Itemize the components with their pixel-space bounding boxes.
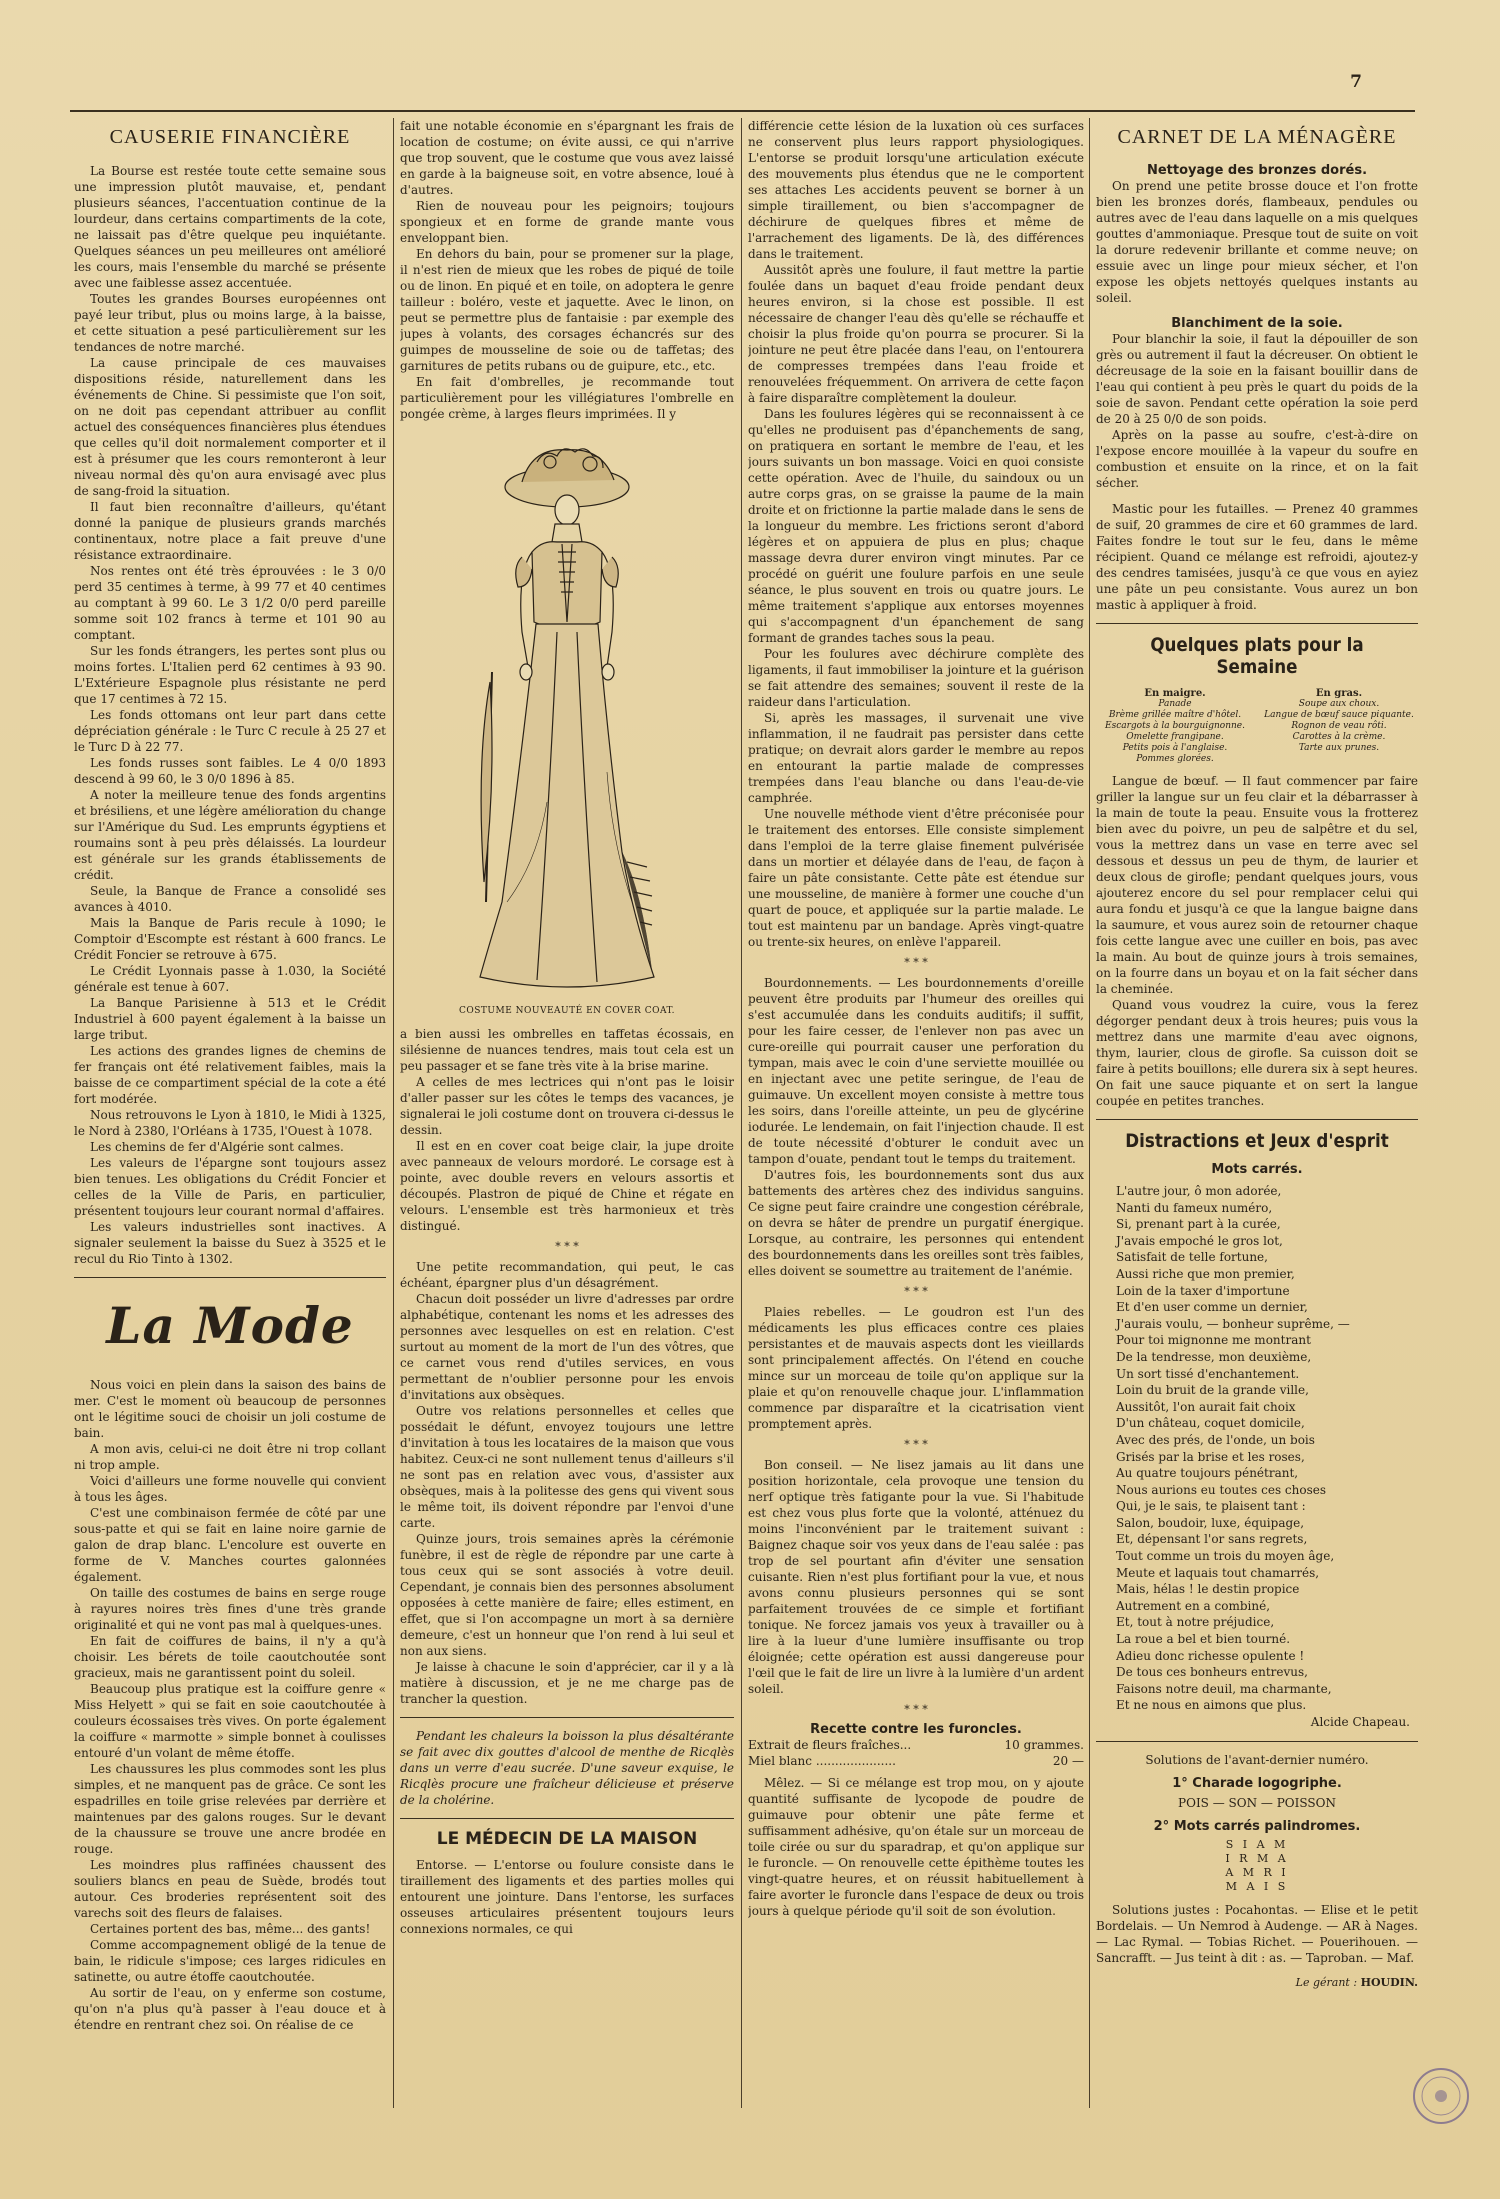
plats-title: Quelques plats pour la Semaine	[1150, 634, 1364, 678]
paragraph: Toutes les grandes Bourses européennes ont payé leur tribut, plus ou moins large, à la baisse, et cette situation a pesé particulièrement sur les tendances de notre marché.	[74, 292, 386, 354]
poem-line: La roue a bel et bien tourné.	[1116, 1632, 1291, 1647]
poem-line: Meute et laquais tout chamarrés,	[1116, 1565, 1320, 1580]
paragraph: Nous retrouvons le Lyon à 1810, le Midi à 1325, le Nord à 2380, l'Orléans à 1735, l'Ouest à 1078.	[74, 1108, 386, 1138]
ricqles-ad	[400, 1728, 734, 1808]
paragraph: Rien de nouveau pour les peignoirs; toujours spongieux et en forme de grande mante vous enveloppant bien.	[400, 199, 734, 245]
paragraph: Une petite recommandation, qui peut, le cas échéant, épargner plus d'un désagrément.	[400, 1260, 734, 1290]
paragraph: Nos rentes ont été très éprouvées : le 3 0/0 perd 35 centimes à terme, à 99 77 et 40 centimes au comptant à 99 60. Le 3 1/2 0/0 perd pareille somme soit 102 francs à terme et 101 90 au comptant.	[74, 564, 386, 642]
paragraph: Mêlez. — Si ce mélange est trop mou, on y ajoute quantité suffisante de lycopode de poudre de guimauve pour obtenir une pâte ferme et suffisamment adhésive, qu'on étale sur un morceau de toile cirée ou sur du sparadrap, et qu'on applique sur le furoncle. — On renouvelle cette épithème toutes les vingt-quatre heures, et on réussit habituellement à faire avorter le furoncle dans l'espace de deux ou trois jours à quelque période qu'il soit de son évolution.	[748, 1776, 1084, 1918]
mots-title: Mots carrés.	[1211, 1162, 1303, 1177]
separator-stars: * * *	[904, 1703, 928, 1716]
paragraph: Pendant les chaleurs la boisson la plus désaltérante se fait avec dix gouttes d'alcool de menthe de Ricqlès dans un verre d'eau sucrée. D'une saveur exquise, le Ricqlès procure une fraîcheur délicieuse et préserve de la cholérine.	[400, 1729, 734, 1807]
poem	[1096, 1183, 1418, 1731]
paragraph: La cause principale de ces mauvaises dispositions réside, naturellement dans les événements de Chine. Si pessimiste que l'on soit, on ne doit pas cependant attribuer au conflit actuel des conséquences financières plus étendues que celles qu'il doit normalement comporter et il est à présumer que les cours remonteront à leur niveau normal dès qu'on aura envisagé avec plus de sang-froid la situation.	[74, 356, 386, 498]
poem-line: Et, dépensant l'or sans regrets,	[1116, 1532, 1308, 1547]
paragraph: Mais la Banque de Paris recule à 1090; le Comptoir d'Escompte est réstant à 600 francs. Le Crédit Foncier se retrouve à 675.	[74, 916, 386, 962]
palindrome-row: A M R I	[1225, 1865, 1289, 1879]
carnet-title: CARNET DE LA MÉNAGÈRE	[1117, 126, 1397, 148]
recipe-item: Miel blanc .....................	[748, 1754, 896, 1768]
paragraph: Chacun doit posséder un livre d'adresses par ordre alphabétique, contenant les noms et les adresses des personnes avec lesquelles on est en relation. C'est surtout au moment de la mort de l'un des vôtres, que ce carnet vous rend d'utiles services, en vous permettant de n'oublier personne pour les envois d'invitations aux obsèques.	[400, 1292, 734, 1402]
poem-line: Adieu donc richesse opulente !	[1116, 1648, 1305, 1663]
paragraph: Après on la passe au soufre, c'est-à-dire on l'expose encore mouillée à la vapeur du soufre en combustion et ensuite on la rince, et on la fait sécher.	[1096, 428, 1418, 490]
paragraph: Au sortir de l'eau, on y enferme son costume, qu'on n'a plus qu'à passer à l'eau douce et à étendre en rentrant chez soi. On réalise de ce	[74, 1986, 386, 2032]
poem-line: Aussi riche que mon premier,	[1116, 1266, 1295, 1281]
poem-line: J'aurais voulu, — bonheur suprême, —	[1116, 1316, 1350, 1331]
la-mode-body	[74, 1377, 386, 2033]
column-2	[400, 118, 734, 2108]
paragraph: En fait d'ombrelles, je recommande tout particulièrement pour les villégiatures l'ombrelle en pongée crème, à larges fleurs imprimées. Il y	[400, 375, 734, 421]
separator-stars: * * *	[555, 1240, 579, 1253]
poem-line: De la tendresse, mon deuxième,	[1116, 1349, 1312, 1364]
bronzes-title: Nettoyage des bronzes dorés.	[1146, 163, 1368, 178]
illustration-caption: COSTUME NOUVEAUTÉ EN COVER COAT.	[458, 1006, 676, 1016]
poem-line: Loin de la taxer d'importune	[1116, 1283, 1290, 1298]
paragraph: Les fonds russes sont faibles. Le 4 0/0 1893 descend à 99 60, le 3 0/0 1896 à 85.	[74, 756, 386, 786]
paragraph: A noter la meilleure tenue des fonds argentins et brésiliens, et une légère amélioration du change sur l'Amérique du Sud. Les emprunts égyptiens et roumains sont à peu près délaissés. La lourdeur est générale sur les grands établissements de crédit.	[74, 788, 386, 882]
paragraph: a bien aussi les ombrelles en taffetas écossais, en silésienne de nuances tendres, mais tout cela est un peu passager et se fane très vite à la brise marine.	[400, 1027, 734, 1073]
recipe-qty: 10 grammes.	[1004, 1738, 1084, 1752]
section-rule	[400, 1818, 734, 1819]
palindrome-row: S I A M	[1225, 1837, 1289, 1851]
separator-stars: * * *	[904, 1438, 928, 1451]
palindromes-title: 2° Mots carrés palindromes.	[1153, 1818, 1361, 1834]
paragraph: Quand vous voudrez la cuire, vous la ferez dégorger pendant deux à trois heures; puis vous la mettrez dans une marmite d'eau avec oignons, thym, laurier, clous de girofle. Sa cuisson doit se faire à petits bouillons; elle durera six à sept heures. On fait une sauce piquante et on sert la langue coupée en petites tranches.	[1096, 998, 1418, 1108]
paragraph: Bon conseil. — Ne lisez jamais au lit dans une position horizontale, cela provoque une tension du nerf optique très fatigante pour la vue. Si l'habitude est chez vous plus forte que la volonté, atténuez du moins l'inconvénient par le traitement suivant : Baignez chaque soir vos yeux dans de l'eau salée : pas trop de sel pourtant afin d'éviter une sensation cuisante. Rien n'est plus fortifiant pour la vue, et nous avons connu plusieurs personnes qui se sont parfaitement trouvées de ce simple et fortifiant tonique. Ne forcez jamais vos yeux à travailler ou à lire à la lueur d'une lumière insuffisante ou trop éloignée; cette opération est aussi dangereuse pour l'œil que le fait de lire un livre à la lumière d'un ardent soleil.	[748, 1458, 1084, 1696]
top-rule	[70, 110, 1415, 112]
paragraph: Seule, la Banque de France a consolidé ses avances à 4010.	[74, 884, 386, 914]
menu-item: Rognon de veau rôti.	[1291, 721, 1387, 731]
paragraph: Les moindres plus raffinées chaussent des souliers blancs en peau de Suède, brodés tout autour. Ces broderies représentent soit des varechs soit des fleurs de falaises.	[74, 1858, 386, 1920]
mode-continued	[400, 118, 734, 422]
paragraph: Aussitôt après une foulure, il faut mettre la partie foulée dans un baquet d'eau froide pendant deux heures environ, si la chose est possible. Il est nécessaire de changer l'eau dès qu'elle se réchauffe et choisir la plus froide qu'on pourra se procurer. Si la jointure ne peut être placée dans l'eau, on l'entourera de compresses trempées dans l'eau froide et renouvelées fréquemment. On arrivera de cette façon à faire disparaître complètement la douleur.	[748, 263, 1084, 405]
poem-line: Faisons notre deuil, ma charmante,	[1116, 1681, 1332, 1696]
section-rule	[1096, 623, 1418, 624]
paragraph: Les chaussures les plus commodes sont les plus simples, et ne manquent pas de grâce. Ce sont les espadrilles en toile grise relevées par derrière et maintenues par des galons rouges. Sur le devant de la chaussure se trouve une ancre brodée en rouge.	[74, 1762, 386, 1856]
paragraph: Certaines portent des bas, même... des gants!	[90, 1922, 371, 1936]
soie-text	[1096, 331, 1418, 491]
poem-line: Un sort tissé d'enchantement.	[1116, 1366, 1300, 1381]
weekly-menu	[1096, 688, 1418, 765]
poem-line: L'autre jour, ô mon adorée,	[1116, 1184, 1282, 1198]
menu-item: Carottes à la crème.	[1292, 732, 1386, 742]
menu-item: Brème grillée maître d'hôtel.	[1108, 710, 1242, 720]
separator-stars: * * *	[904, 1285, 928, 1298]
poem-line: D'un château, coquet domicile,	[1116, 1416, 1305, 1431]
paragraph: Le Crédit Lyonnais passe à 1.030, la Société générale est tenue à 607.	[74, 964, 386, 994]
menu-gras	[1260, 688, 1418, 765]
menu-head: En maigre.	[1144, 688, 1206, 699]
fashion-illustration	[462, 432, 672, 1002]
palindrome-row: I R M A	[1225, 1851, 1289, 1865]
mode-continued-2	[400, 1026, 734, 1234]
separator-stars: * * *	[904, 956, 928, 969]
page-number: 7	[1350, 72, 1362, 92]
poem-line: Et, tout à notre préjudice,	[1116, 1615, 1275, 1630]
medecin-continued	[748, 118, 1084, 950]
poem-line: Nous aurions eu toutes ces choses	[1116, 1482, 1327, 1497]
paragraph: Sur les fonds étrangers, les pertes sont plus ou moins fortes. L'Italien perd 62 centimes à 93 90. L'Extérieure Espagnole plus résistante ne perd que 17 centimes à 72 15.	[74, 644, 386, 706]
bronzes-text	[1096, 178, 1418, 306]
paragraph: fait une notable économie en s'épargnant les frais de location de costume; on évite aussi, ce qui n'arrive que trop souvent, que le costume que vous avez laissé en garde à la baigneuse soit, en votre absence, loué à d'autres.	[400, 119, 734, 197]
jeux-title: Distractions et Jeux d'esprit	[1125, 1130, 1389, 1152]
charade-answer: POIS — SON — POISSON	[1178, 1795, 1336, 1810]
column-rule	[741, 118, 742, 2108]
poem-line: J'avais empoché le gros lot,	[1116, 1233, 1283, 1248]
menu-item: Omelette frangipane.	[1126, 732, 1224, 742]
poem-line: Satisfait de telle fortune,	[1116, 1250, 1268, 1265]
paragraph: D'autres fois, les bourdonnements sont dus aux battements des artères chez des individus sanguins. Ce signe peut faire craindre une congestion cérébrale, on devra se hâter de prendre un purgatif énergique. Lorsque, au contraire, les personnes qui entendent des bourdonnements dans les oreilles sont très faibles, elles doivent se soumettre au traitement de l'anémie.	[748, 1168, 1084, 1278]
menu-item: Panade	[1158, 699, 1192, 709]
gerant-name: HOUDIN.	[1360, 1975, 1418, 1989]
solutions-justes	[1096, 1902, 1418, 1966]
paragraph: Pour les foulures avec déchirure complète des ligaments, il faut immobiliser la jointure et la guérison se fait attendre des semaines; souvent il reste de la raideur dans l'articulation.	[748, 647, 1084, 709]
paragraph: On taille des costumes de bains en serge rouge à rayures noires très fines d'une très grande originalité et qui ne vont pas mal à quelques-unes.	[74, 1586, 386, 1632]
paragraph: La Banque Parisienne à 513 et le Crédit Industriel à 600 payent également à la baisse un large tribut.	[74, 996, 386, 1042]
poem-line: Mais, hélas ! le destin propice	[1116, 1582, 1300, 1597]
paragraph: Bourdonnements. — Les bourdonnements d'oreille peuvent être produits par l'humeur des oreilles qui s'est accumulée dans les conduits auditifs; il suffit, pour les faire cesser, de l'enlever non pas avec un cure-oreille qui pourrait causer une perforation du tympan, mais avec le coin d'une serviette mouillée ou en injectant avec une petite seringue, de l'eau de guimauve. Un excellent moyen consiste à mettre tous les soirs, dans l'oreille atteinte, un peu de glycérine iodurée. Le lendemain, on fait l'injection chaude. Il est de toute nécessité d'obturer le conduit avec un tampon d'ouate, pendant tout le temps du traitement.	[748, 976, 1084, 1166]
paragraph: différencie cette lésion de la luxation où ces surfaces ne conservent plus leurs rapport physiologiques. L'entorse se produit lorsqu'une articulation exécute des mouvements plus étendus que ne le comportent ses attaches Les accidents peuvent se borner à un simple tiraillement, ou bien s'accompagner de déchirure de quelques fibres et même de l'arrachement des ligaments. De là, des différences dans le traitement.	[748, 119, 1084, 261]
poem-line: De tous ces bonheurs entrevus,	[1116, 1665, 1308, 1680]
poem-line: Avec des prés, de l'onde, un bois	[1116, 1432, 1315, 1447]
paragraph: En fait de coiffures de bains, il n'y a qu'à choisir. Les bérets de toile caoutchoutée sont gracieux, mais ne garantissent point du soleil.	[74, 1634, 386, 1680]
paragraph: Voici d'ailleurs une forme nouvelle qui convient à tous les âges.	[74, 1474, 386, 1504]
section-rule	[400, 1717, 734, 1718]
poem-line: Autrement en a combiné,	[1116, 1598, 1271, 1613]
paragraph: En dehors du bain, pour se promener sur la plage, il n'est rien de mieux que les robes de piqué de toile ou de linon. En piqué et en toile, on adoptera le genre tailleur : boléro, veste et jaquette. Avec le linon, on peut se permettre plus de fantaisie : par exemple des jupes à volants, des corsages échancrés sur des guimpes de mousseline de soie ou de taffetas; des garnitures de petits rubans ou de guipure, etc., etc.	[400, 247, 734, 373]
conseil-text	[748, 1457, 1084, 1697]
paragraph: Les fonds ottomans ont leur part dans cette dépréciation générale : le Turc C recule à 25 27 et le Turc D à 22 77.	[74, 708, 386, 754]
furoncles-text	[748, 1775, 1084, 1919]
column-3	[748, 118, 1084, 2108]
paragraph: C'est une combinaison fermée de côté par une sous-patte et qui se fait en laine noire garnie de galon de drap blanc. L'encolure est ouverte en forme de V. Manches courtes galonnées également.	[74, 1506, 386, 1584]
furoncles-title: Recette contre les furoncles.	[810, 1722, 1022, 1737]
paragraph: On prend une petite brosse douce et l'on frotte bien les bronzes dorés, flambeaux, pendules ou autres avec de l'eau dans laquelle on a mis quelques gouttes d'ammoniaque. Presque tout de suite on voit la dorure redevenir brillante et comme neuve; on essuie avec un linge pour mieux sécher, et l'on expose les objets nettoyés quelques instants au soleil.	[1096, 179, 1418, 305]
poem-line: Pour toi mignonne me montrant	[1116, 1333, 1311, 1348]
paragraph: Outre vos relations personnelles et celles que possédait le défunt, envoyez toujours une lettre d'invitation à tous les locataires de la maison que vous habitez. Ceux-ci ne sont nullement tenus d'ailleurs s'il ne sont pas en relation avec vous, d'assister aux obsèques, mais à la politesse des gens qui vivent sous le même toit, ils doivent répondre par l'envoi d'une carte.	[400, 1404, 734, 1530]
section-rule	[1096, 1119, 1418, 1120]
poem-line: Au quatre toujours pénétrant,	[1116, 1466, 1299, 1481]
gerant-label: Le gérant :	[1295, 1975, 1358, 1989]
menu-maigre	[1096, 688, 1254, 765]
column-4	[1096, 118, 1418, 2108]
palindrome-row: M A I S	[1225, 1879, 1289, 1893]
paragraph: A celles de mes lectrices qui n'ont pas le loisir d'aller passer sur les côtes le temps des vacances, je signalerai le joli costume dont on trouvera ci-dessus le dessin.	[400, 1075, 734, 1137]
paragraph: Il faut bien reconnaître d'ailleurs, qu'étant donné la panique de plusieurs grands marchés continentaux, notre place a fait preuve d'une résistance extraordinaire.	[74, 500, 386, 562]
langue-text	[1096, 773, 1418, 1109]
charade-title: 1° Charade logogriphe.	[1172, 1775, 1342, 1791]
paragraph: Je laisse à chacune le soin d'apprécier, car il y a là matière à discussion, et je ne me charge pas de trancher la question.	[400, 1660, 734, 1706]
soie-title: Blanchiment de la soie.	[1171, 316, 1343, 331]
menu-item: Langue de bœuf sauce piquante.	[1264, 710, 1414, 720]
menu-head: En gras.	[1315, 688, 1363, 699]
paragraph: Plaies rebelles. — Le goudron est l'un des médicaments les plus efficaces contre ces plaies persistantes et de mauvais aspects dont les vieillards sont principalement affectés. On l'étend en couche mince sur un morceau de toile qu'on applique sur la plaie et qu'on renouvelle chaque jour. L'inflammation commence par disparaître et la cicatrisation vient promptement après.	[748, 1305, 1084, 1431]
menu-item: Soupe aux choux.	[1298, 699, 1380, 709]
poem-line: Tout comme un trois du moyen âge,	[1116, 1549, 1335, 1564]
recipe-item: Extrait de fleurs fraîches...	[748, 1738, 912, 1752]
recipe-qty: 20 —	[1052, 1754, 1084, 1768]
menu-item: Escargots à la bourguignonne.	[1105, 721, 1245, 731]
paragraph: La Bourse est restée toute cette semaine sous une impression plutôt mauvaise, et, pendant plusieurs séances, l'accentuation continue de la lourdeur, dans certains compartiments de la cote, ne laissait pas d'être quelque peu inquiétante. Quelques séances un peu meilleures ont amélioré les cours, mais l'ensemble du marché se présente avec une faiblesse assez accentuée.	[74, 164, 386, 290]
plaies-text	[748, 1304, 1084, 1432]
section-rule	[74, 1277, 386, 1278]
paragraph: Comme accompagnement obligé de la tenue de bain, le ridicule s'impose; ces larges ridicules en satinette, ou autre étoffe caoutchoutée.	[74, 1938, 386, 1984]
gerant-line	[1096, 1976, 1418, 1989]
palindromes-grid	[1096, 1838, 1418, 1894]
menu-item: Petits pois à l'anglaise.	[1122, 743, 1228, 753]
poem-line: Nanti du fameux numéro,	[1116, 1200, 1273, 1215]
causerie-body	[74, 163, 386, 1267]
poem-line: Et d'en user comme un dernier,	[1116, 1300, 1308, 1315]
la-mode-title: La Mode	[106, 1296, 354, 1355]
paragraph: Il est en en cover coat beige clair, la jupe droite avec panneaux de velours mordoré. Le corsage est à pointe, avec double revers en velours assortis et découpés. Plastron de piqué de Chine et régate en velours. L'ensemble est très harmonieux et très distingué.	[400, 1139, 734, 1233]
bourdonnements-text	[748, 975, 1084, 1279]
poem-line: Qui, je le sais, te plaisent tant :	[1116, 1499, 1306, 1514]
paragraph: Entorse. — L'entorse ou foulure consiste dans le tiraillement des ligaments et des parties molles qui entourent une jointure. Dans l'entorse, les surfaces osseuses articulaires présentent toujours leurs connexions normales, ce qui	[400, 1858, 734, 1936]
entorse-text	[400, 1857, 734, 1937]
poem-line: Si, prenant part à la curée,	[1116, 1217, 1281, 1232]
solutions-title: Solutions de l'avant-dernier numéro.	[1145, 1752, 1369, 1767]
paragraph: Les valeurs de l'épargne sont toujours assez bien tenues. Les obligations du Crédit Foncier et celles de la Ville de Paris, en particulier, présentent toujours leur courant normal d'affaires.	[74, 1156, 386, 1218]
etiquette-text	[400, 1259, 734, 1707]
poem-line: Et ne nous en aimons que plus.	[1116, 1698, 1307, 1713]
menu-item: Pommes glorées.	[1136, 754, 1214, 764]
section-rule	[1096, 1741, 1418, 1742]
column-1	[74, 118, 386, 2108]
medecin-title: LE MÉDECIN DE LA MAISON	[436, 1829, 698, 1849]
poem-line: Loin du bruit de la grande ville,	[1116, 1383, 1309, 1398]
paragraph: Nous voici en plein dans la saison des bains de mer. C'est le moment où beaucoup de personnes ont le légitime souci de choisir un joli costume de bain.	[74, 1378, 386, 1440]
paragraph: Les chemins de fer d'Algérie sont calmes.	[90, 1140, 344, 1154]
paragraph: Dans les foulures légères qui se reconnaissent à ce qu'elles ne produisent pas d'épanchements de sang, on pratiquera en sortant le membre de l'eau, et les jours suivants un bon massage. Voici en quoi consiste cette opération. Avec de l'huile, du saindoux ou un autre corps gras, on se graisse la paume de la main droite et on frictionne la partie malade dans le sens de la longueur du membre. Les frictions seront d'abord légères et on appuiera de plus en plus; chaque massage devra durer environ vingt minutes. Par ce procédé on guérit une foulure parfois en une seule séance, le plus souvent en trois ou quatre jours. Le même traitement s'applique aux entorses moyennes qui s'accompagnent d'un épanchement de sang formant de grandes taches sous la peau.	[748, 407, 1084, 645]
paragraph: Solutions justes : Pocahontas. — Elise et le petit Bordelais. — Un Nemrod à Audenge. — AR à Nages. — Lac Rymal. — Tobias Richet. — Pouerihouen. — Sancrafft. — Jus teint à dit : as. — Taproban. — Maf.	[1096, 1902, 1418, 1965]
paragraph: Les valeurs industrielles sont inactives. A signaler seulement la baisse du Suez à 3525 et le recul du Rio Tinto à 1302.	[74, 1220, 386, 1266]
poem-line: Grisés par la brise et les roses,	[1116, 1449, 1305, 1464]
paragraph: A mon avis, celui-ci ne doit être ni trop collant ni trop ample.	[74, 1442, 386, 1472]
paragraph: Quinze jours, trois semaines après la cérémonie funèbre, il est de règle de répondre par une carte à tous ceux qui se sont associés à votre deuil. Cependant, je connais bien des personnes absolument opposées à cette manière de faire; elles estiment, en effet, que si l'on accompagne un mort à sa dernière demeure, c'est un honneur que l'on rend à lui seul et non aux siens.	[400, 1532, 734, 1658]
paragraph: Mastic pour les futailles. — Prenez 40 grammes de suif, 20 grammes de cire et 60 grammes de lard. Faites fondre le tout sur le feu, dans le même récipient. Quand ce mélange est refroidi, ajoutez-y des cendres tamisées, jusqu'à ce que vous en ayiez une pâte un peu consistante. Vous aurez un bon mastic à appliquer à froid.	[1096, 502, 1418, 612]
menu-item: Tarte aux prunes.	[1298, 743, 1380, 753]
causerie-title: CAUSERIE FINANCIÈRE	[109, 126, 351, 148]
mastic-text	[1096, 501, 1418, 613]
paragraph: Si, après les massages, il survenait une vive inflammation, il ne faudrait pas persister dans cette pratique; on devrait alors garder le membre au repos en entourant la partie malade de compresses trempées dans l'eau blanche ou dans l'eau-de-vie camphrée.	[748, 711, 1084, 805]
column-rule	[393, 118, 394, 2108]
paragraph: Beaucoup plus pratique est la coiffure genre « Miss Helyett » qui se fait en soie caoutchoutée à couleurs écossaises très vives. On porte également la coiffure « marmotte » simple bonnet à coulisses entouré d'un volant de même étoffe.	[74, 1682, 386, 1760]
poem-line: Aussitôt, l'on aurait fait choix	[1116, 1399, 1296, 1414]
recipe-line	[748, 1753, 1084, 1769]
paragraph: Langue de bœuf. — Il faut commencer par faire griller la langue sur un feu clair et la débarrasser à la main de toute la peau. Ensuite vous la frotterez bien avec du poivre, un peu de salpêtre et du sel, vous la mettrez dans un vase en terre avec sel dessous et dessus un peu de thym, de laurier et deux clous de girofle; pendant quelques jours, vous ajouterez encore du sel pour remplacer celui qui aura fondu et jusqu'à ce que la langue baigne dans la saumure, et vous aurez soin de retourner chaque fois cette langue avec une cuiller en bois, pas avec la main. Au bout de quinze jours à trois semaines, on la fourre dans un boyau et on la fait sécher dans la cheminée.	[1096, 774, 1418, 996]
poem-line: Salon, boudoir, luxe, équipage,	[1116, 1515, 1305, 1530]
column-rule	[1089, 118, 1090, 2108]
paragraph: Pour blanchir la soie, il faut la dépouiller de son grès ou autrement il faut la décreuser. On obtient le décreusage de la soie en la faisant bouillir dans de l'eau qui contient à peu près le quart du poids de la soie de savon. Pendant cette opération la soie perd de 20 à 25 0/0 de son poids.	[1096, 332, 1418, 426]
paragraph: Les actions des grandes lignes de chemins de fer français ont été relativement faibles, mais la baisse de ce compartiment spécial de la cote a été fort modérée.	[74, 1044, 386, 1106]
paragraph: Une nouvelle méthode vient d'être préconisée pour le traitement des entorses. Elle consiste simplement dans l'emploi de la terre glaise finement pulvérisée dans un mortier et délayée dans de l'eau, de façon à faire un pâte consistante. Cette pâte est étendue sur une mousseline, de manière à former une couche d'un quart de pouce, et appliquée sur la partie malade. Le tout est maintenu par un bandage. Après vingt-quatre ou trente-six heures, on enlève l'appareil.	[748, 807, 1084, 949]
library-stamp-icon	[1410, 2065, 1472, 2127]
recipe-line	[748, 1737, 1084, 1753]
poem-signature: Alcide Chapeau.	[1310, 1715, 1410, 1729]
